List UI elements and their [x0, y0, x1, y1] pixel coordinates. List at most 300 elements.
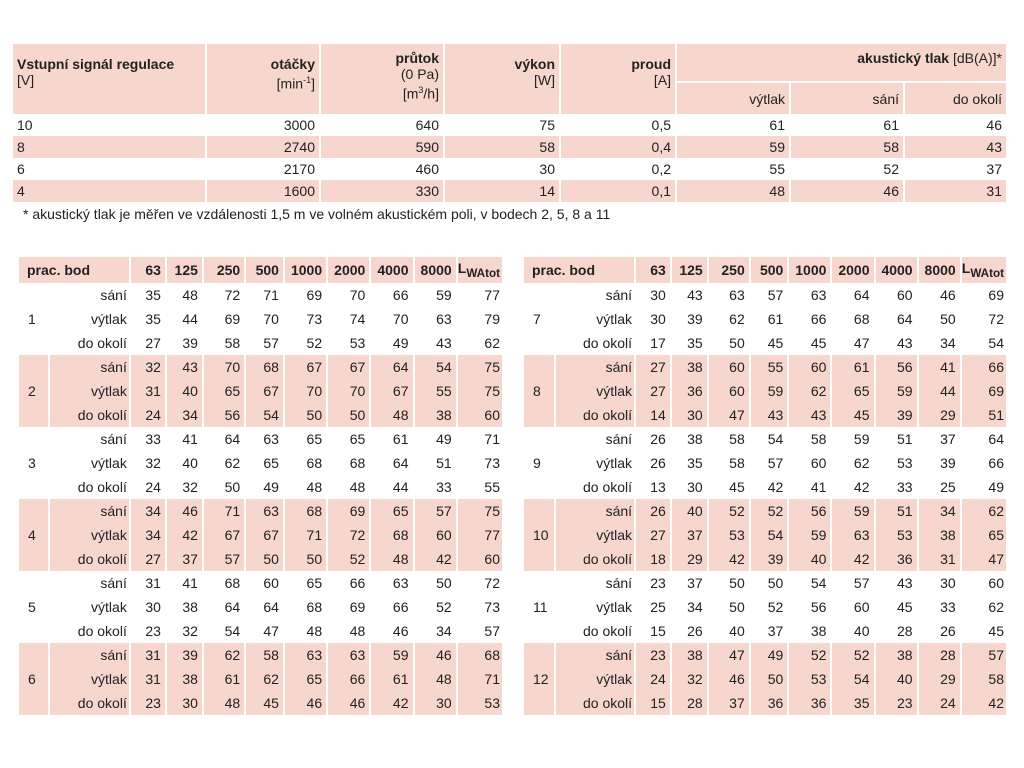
header-f125: 125 [167, 257, 204, 283]
value-cell: 69 [204, 307, 246, 331]
value-cell: 62 [789, 379, 832, 403]
value-cell: 30 [131, 595, 167, 619]
value-cell: 34 [167, 403, 204, 427]
table-row [19, 619, 504, 643]
value-cell: 32 [672, 667, 709, 691]
point-number: 7 [524, 283, 556, 355]
value-cell: 50 [246, 547, 285, 571]
value-cell: 41 [167, 427, 204, 451]
cell-current: 0,4 [561, 136, 677, 158]
value-cell: 48 [371, 403, 414, 427]
value-cell: 58 [962, 667, 1008, 691]
point-number: 11 [524, 571, 556, 643]
value-cell: 59 [415, 283, 458, 307]
row-label: sání [556, 427, 636, 451]
value-cell: 47 [962, 547, 1008, 571]
value-cell: 66 [371, 283, 414, 307]
value-cell: 34 [672, 595, 709, 619]
value-cell: 66 [371, 595, 414, 619]
value-cell: 65 [832, 379, 875, 403]
value-cell: 70 [328, 379, 371, 403]
value-cell: 51 [962, 403, 1008, 427]
value-cell: 61 [832, 355, 875, 379]
header-f500: 500 [751, 257, 790, 283]
row-label: výtlak [50, 451, 130, 475]
table-row [524, 571, 1008, 595]
value-cell: 63 [328, 643, 371, 667]
row-label: výtlak [556, 379, 636, 403]
value-cell: 60 [415, 523, 458, 547]
value-cell: 77 [458, 523, 504, 547]
point-number: 9 [524, 427, 556, 499]
value-cell: 61 [371, 427, 414, 451]
value-cell: 24 [131, 475, 167, 499]
point-number: 12 [524, 643, 556, 715]
value-cell: 68 [832, 307, 875, 331]
value-cell: 34 [131, 523, 167, 547]
value-cell: 68 [328, 451, 371, 475]
value-cell: 49 [246, 475, 285, 499]
table-row [524, 547, 1008, 571]
row-label: do okolí [556, 619, 636, 643]
table-row [19, 403, 504, 427]
value-cell: 72 [458, 571, 504, 595]
value-cell: 64 [246, 595, 285, 619]
value-cell: 35 [832, 691, 875, 715]
value-cell: 14 [636, 403, 672, 427]
table-row [524, 691, 1008, 715]
value-cell: 69 [962, 379, 1008, 403]
value-cell: 33 [919, 595, 962, 619]
value-cell: 17 [636, 331, 672, 355]
value-cell: 30 [636, 283, 672, 307]
row-label: do okolí [556, 331, 636, 355]
value-cell: 60 [832, 595, 875, 619]
value-cell: 40 [167, 379, 204, 403]
value-cell: 26 [636, 499, 672, 523]
value-cell: 69 [328, 499, 371, 523]
value-cell: 54 [415, 355, 458, 379]
row-label: do okolí [50, 403, 130, 427]
row-label: výtlak [50, 307, 130, 331]
value-cell: 32 [131, 451, 167, 475]
point-number: 5 [19, 571, 50, 643]
value-cell: 23 [876, 691, 919, 715]
value-cell: 52 [709, 499, 751, 523]
value-cell: 40 [167, 451, 204, 475]
value-cell: 48 [204, 691, 246, 715]
value-cell: 57 [751, 451, 790, 475]
value-cell: 40 [672, 499, 709, 523]
value-cell: 38 [415, 403, 458, 427]
value-cell: 34 [919, 331, 962, 355]
value-cell: 24 [131, 403, 167, 427]
value-cell: 44 [167, 307, 204, 331]
value-cell: 36 [672, 379, 709, 403]
cell-okoli: 31 [905, 180, 1008, 202]
value-cell: 70 [371, 307, 414, 331]
value-cell: 26 [919, 619, 962, 643]
value-cell: 23 [636, 571, 672, 595]
value-cell: 64 [962, 427, 1008, 451]
value-cell: 39 [167, 331, 204, 355]
table-row [19, 667, 504, 691]
value-cell: 28 [672, 691, 709, 715]
value-cell: 37 [751, 619, 790, 643]
value-cell: 38 [167, 667, 204, 691]
value-cell: 43 [672, 283, 709, 307]
value-cell: 31 [131, 643, 167, 667]
value-cell: 60 [709, 355, 751, 379]
value-cell: 58 [246, 643, 285, 667]
value-cell: 43 [415, 331, 458, 355]
row-label: výtlak [556, 307, 636, 331]
table-row [19, 427, 504, 451]
value-cell: 73 [285, 307, 328, 331]
value-cell: 37 [672, 571, 709, 595]
value-cell: 64 [371, 451, 414, 475]
cell-signal: 6 [13, 158, 207, 180]
octave-table-right [524, 257, 1008, 715]
value-cell: 38 [789, 619, 832, 643]
value-cell: 60 [246, 571, 285, 595]
header-f2000: 2000 [832, 257, 875, 283]
value-cell: 48 [285, 619, 328, 643]
header-current: proud [A] [561, 44, 677, 114]
value-cell: 57 [832, 571, 875, 595]
value-cell: 49 [751, 643, 790, 667]
value-cell: 57 [246, 331, 285, 355]
value-cell: 38 [167, 595, 204, 619]
value-cell: 50 [415, 571, 458, 595]
table-row [13, 180, 1008, 202]
value-cell: 55 [751, 355, 790, 379]
value-cell: 71 [204, 499, 246, 523]
header-okoli: do okolí [905, 83, 1008, 114]
value-cell: 59 [876, 379, 919, 403]
value-cell: 43 [876, 571, 919, 595]
value-cell: 62 [962, 595, 1008, 619]
cell-flow: 460 [321, 158, 445, 180]
value-cell: 40 [876, 667, 919, 691]
row-label: výtlak [50, 523, 130, 547]
cell-power: 75 [445, 114, 561, 136]
row-label: výtlak [556, 451, 636, 475]
value-cell: 25 [636, 595, 672, 619]
cell-current: 0,1 [561, 180, 677, 202]
cell-okoli: 43 [905, 136, 1008, 158]
cell-signal: 8 [13, 136, 207, 158]
value-cell: 62 [246, 667, 285, 691]
cell-vytlak: 59 [677, 136, 791, 158]
value-cell: 62 [458, 331, 504, 355]
value-cell: 45 [876, 595, 919, 619]
header-bod: prac. bod [19, 257, 131, 283]
value-cell: 30 [672, 403, 709, 427]
cell-current: 0,2 [561, 158, 677, 180]
value-cell: 50 [751, 571, 790, 595]
value-cell: 34 [919, 499, 962, 523]
row-label: sání [556, 643, 636, 667]
value-cell: 30 [672, 475, 709, 499]
value-cell: 36 [789, 691, 832, 715]
value-cell: 33 [876, 475, 919, 499]
value-cell: 59 [789, 523, 832, 547]
value-cell: 70 [328, 283, 371, 307]
value-cell: 55 [458, 475, 504, 499]
value-cell: 35 [131, 307, 167, 331]
value-cell: 30 [636, 307, 672, 331]
cell-rpm: 3000 [207, 114, 321, 136]
value-cell: 39 [919, 451, 962, 475]
table-row [19, 547, 504, 571]
row-label: sání [556, 499, 636, 523]
table-row [19, 283, 504, 307]
value-cell: 65 [328, 427, 371, 451]
value-cell: 28 [919, 643, 962, 667]
value-cell: 39 [876, 403, 919, 427]
row-label: sání [50, 355, 130, 379]
value-cell: 57 [962, 643, 1008, 667]
header-f63: 63 [131, 257, 167, 283]
value-cell: 42 [751, 475, 790, 499]
value-cell: 64 [832, 283, 875, 307]
value-cell: 53 [709, 523, 751, 547]
header-f250: 250 [204, 257, 246, 283]
value-cell: 67 [204, 523, 246, 547]
value-cell: 65 [285, 571, 328, 595]
row-label: do okolí [50, 331, 130, 355]
point-number: 6 [19, 643, 50, 715]
value-cell: 44 [371, 475, 414, 499]
value-cell: 59 [832, 499, 875, 523]
value-cell: 63 [789, 283, 832, 307]
value-cell: 45 [832, 403, 875, 427]
value-cell: 52 [285, 331, 328, 355]
value-cell: 64 [204, 595, 246, 619]
value-cell: 29 [919, 403, 962, 427]
row-label: sání [556, 355, 636, 379]
value-cell: 40 [789, 547, 832, 571]
value-cell: 60 [458, 547, 504, 571]
value-cell: 43 [167, 355, 204, 379]
value-cell: 68 [285, 595, 328, 619]
value-cell: 64 [371, 355, 414, 379]
value-cell: 26 [636, 427, 672, 451]
table-row [524, 403, 1008, 427]
value-cell: 23 [131, 691, 167, 715]
table-row [524, 475, 1008, 499]
table-row [13, 136, 1008, 158]
point-number: 4 [19, 499, 50, 571]
value-cell: 36 [876, 547, 919, 571]
row-label: do okolí [50, 475, 130, 499]
value-cell: 32 [167, 619, 204, 643]
value-cell: 72 [328, 523, 371, 547]
value-cell: 62 [832, 451, 875, 475]
value-cell: 50 [709, 331, 751, 355]
value-cell: 58 [789, 427, 832, 451]
value-cell: 46 [167, 499, 204, 523]
value-cell: 56 [876, 355, 919, 379]
row-label: sání [50, 499, 130, 523]
value-cell: 65 [371, 499, 414, 523]
table-row [524, 643, 1008, 667]
value-cell: 36 [751, 691, 790, 715]
value-cell: 67 [371, 379, 414, 403]
value-cell: 66 [328, 571, 371, 595]
cell-signal: 10 [13, 114, 207, 136]
row-label: sání [556, 283, 636, 307]
value-cell: 52 [751, 499, 790, 523]
table-row [524, 523, 1008, 547]
value-cell: 54 [789, 571, 832, 595]
value-cell: 68 [246, 355, 285, 379]
value-cell: 59 [371, 643, 414, 667]
value-cell: 50 [204, 475, 246, 499]
value-cell: 66 [328, 667, 371, 691]
value-cell: 43 [789, 403, 832, 427]
value-cell: 30 [167, 691, 204, 715]
value-cell: 27 [131, 331, 167, 355]
value-cell: 73 [458, 451, 504, 475]
value-cell: 61 [371, 667, 414, 691]
value-cell: 62 [962, 499, 1008, 523]
value-cell: 64 [876, 307, 919, 331]
table-row [524, 499, 1008, 523]
table-row [19, 643, 504, 667]
value-cell: 31 [919, 547, 962, 571]
header-f63: 63 [636, 257, 672, 283]
value-cell: 30 [919, 571, 962, 595]
table-row [19, 355, 504, 379]
value-cell: 56 [789, 499, 832, 523]
header-lw: $L_{WAtot}$ [962, 257, 1008, 283]
value-cell: 38 [876, 643, 919, 667]
cell-sani: 58 [791, 136, 905, 158]
header-f500: 500 [246, 257, 285, 283]
value-cell: 45 [246, 691, 285, 715]
value-cell: 66 [962, 355, 1008, 379]
table-row [19, 595, 504, 619]
value-cell: 52 [415, 595, 458, 619]
value-cell: 39 [167, 643, 204, 667]
header-bod: prac. bod [524, 257, 636, 283]
cell-current: 0,5 [561, 114, 677, 136]
value-cell: 52 [832, 643, 875, 667]
point-number: 1 [19, 283, 50, 355]
value-cell: 53 [789, 667, 832, 691]
cell-sani: 46 [791, 180, 905, 202]
value-cell: 50 [709, 595, 751, 619]
row-label: sání [50, 571, 130, 595]
value-cell: 37 [672, 523, 709, 547]
value-cell: 68 [371, 523, 414, 547]
table-row [19, 331, 504, 355]
value-cell: 41 [167, 571, 204, 595]
value-cell: 75 [458, 379, 504, 403]
value-cell: 56 [204, 403, 246, 427]
value-cell: 52 [751, 595, 790, 619]
cell-signal: 4 [13, 180, 207, 202]
header-f8000: 8000 [919, 257, 962, 283]
row-label: výtlak [50, 595, 130, 619]
value-cell: 57 [751, 283, 790, 307]
value-cell: 31 [131, 571, 167, 595]
header-lw: $L_{WAtot}$ [458, 257, 504, 283]
value-cell: 62 [204, 451, 246, 475]
cell-rpm: 2170 [207, 158, 321, 180]
point-number: 2 [19, 355, 50, 427]
value-cell: 33 [415, 475, 458, 499]
value-cell: 46 [919, 283, 962, 307]
value-cell: 13 [636, 475, 672, 499]
table-row [524, 619, 1008, 643]
table-row [524, 379, 1008, 403]
value-cell: 71 [285, 523, 328, 547]
value-cell: 53 [458, 691, 504, 715]
value-cell: 60 [962, 571, 1008, 595]
value-cell: 53 [876, 523, 919, 547]
value-cell: 33 [131, 427, 167, 451]
value-cell: 45 [751, 331, 790, 355]
value-cell: 42 [415, 547, 458, 571]
table-row [19, 451, 504, 475]
row-label: do okolí [556, 403, 636, 427]
row-label: výtlak [50, 379, 130, 403]
value-cell: 46 [285, 691, 328, 715]
value-cell: 66 [789, 307, 832, 331]
value-cell: 42 [371, 691, 414, 715]
value-cell: 32 [131, 355, 167, 379]
value-cell: 48 [328, 619, 371, 643]
value-cell: 55 [415, 379, 458, 403]
value-cell: 58 [709, 451, 751, 475]
value-cell: 50 [285, 547, 328, 571]
value-cell: 35 [131, 283, 167, 307]
value-cell: 62 [204, 643, 246, 667]
value-cell: 70 [246, 307, 285, 331]
footnote: * akustický tlak je měřen ve vzdálenosti 1,5 m ve volném akustickém poli, v bodech 2, 5, 8 a 11 [23, 206, 611, 222]
value-cell: 65 [285, 667, 328, 691]
table-row [19, 307, 504, 331]
value-cell: 25 [919, 475, 962, 499]
value-cell: 46 [328, 691, 371, 715]
value-cell: 40 [709, 619, 751, 643]
row-label: sání [556, 571, 636, 595]
value-cell: 28 [876, 619, 919, 643]
value-cell: 79 [458, 307, 504, 331]
value-cell: 43 [751, 403, 790, 427]
value-cell: 23 [636, 643, 672, 667]
value-cell: 70 [204, 355, 246, 379]
value-cell: 60 [876, 283, 919, 307]
value-cell: 41 [919, 355, 962, 379]
table-row [524, 451, 1008, 475]
value-cell: 68 [458, 643, 504, 667]
row-label: výtlak [556, 595, 636, 619]
value-cell: 68 [285, 451, 328, 475]
value-cell: 47 [832, 331, 875, 355]
value-cell: 42 [962, 691, 1008, 715]
value-cell: 63 [832, 523, 875, 547]
header-f4000: 4000 [876, 257, 919, 283]
row-label: do okolí [556, 691, 636, 715]
value-cell: 63 [371, 571, 414, 595]
value-cell: 58 [204, 331, 246, 355]
table-row [13, 158, 1008, 180]
header-f1000: 1000 [789, 257, 832, 283]
